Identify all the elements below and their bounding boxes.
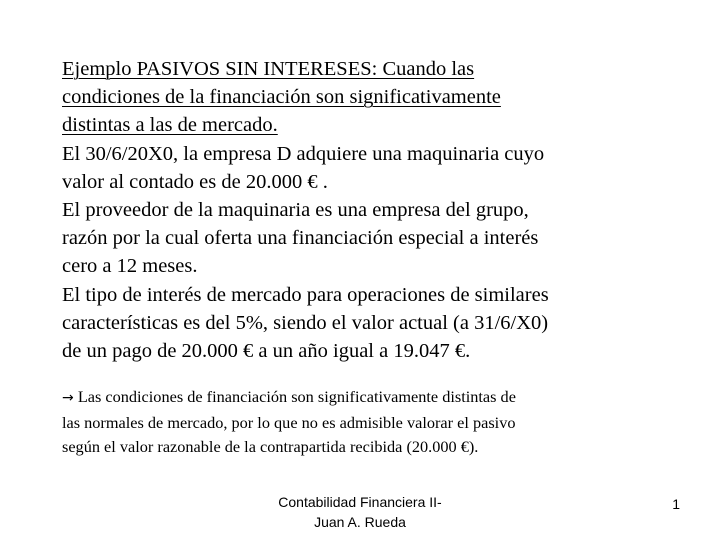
body-line: El proveedor de la maquinaria es una empresa del grupo, <box>62 199 529 222</box>
body-line: razón por la cual oferta una financiación especial a interés <box>62 227 539 250</box>
heading-line: distintas a las de mercado. <box>62 114 278 137</box>
body-line: valor al contado es de 20.000 € . <box>62 170 328 193</box>
body-line: de un pago de 20.000 € a un año igual a 19.047 €. <box>62 340 471 363</box>
slide-main-text <box>62 55 702 365</box>
footer-course-title: Contabilidad Financiera II- <box>278 494 442 510</box>
conclusion-line-text: Las condiciones de financiación son significativamente distintas de <box>77 387 516 406</box>
body-line: El tipo de interés de mercado para operaciones de similares <box>62 283 549 306</box>
conclusion-line: según el valor razonable de la contrapartida recibida (20.000 €). <box>62 437 479 456</box>
body-line: cero a 12 meses. <box>62 255 198 278</box>
heading-line: condiciones de la financiación son significativamente <box>62 86 501 109</box>
footer-author: Juan A. Rueda <box>314 514 406 530</box>
body-line: características es del 5%, siendo el valor actual (a 31/6/X0) <box>62 311 549 334</box>
conclusion-line <box>62 385 702 411</box>
conclusion-text <box>62 385 702 460</box>
body-line: El 30/6/20X0, la empresa D adquiere una maquinaria cuyo <box>62 142 545 165</box>
page-number: 1 <box>672 496 680 512</box>
right-arrow-icon: → <box>62 390 74 406</box>
slide-footer <box>240 492 480 532</box>
heading-line: Ejemplo PASIVOS SIN INTERESES: Cuando las <box>62 58 475 80</box>
conclusion-line: las normales de mercado, por lo que no es admisible valorar el pasivo <box>62 412 516 432</box>
